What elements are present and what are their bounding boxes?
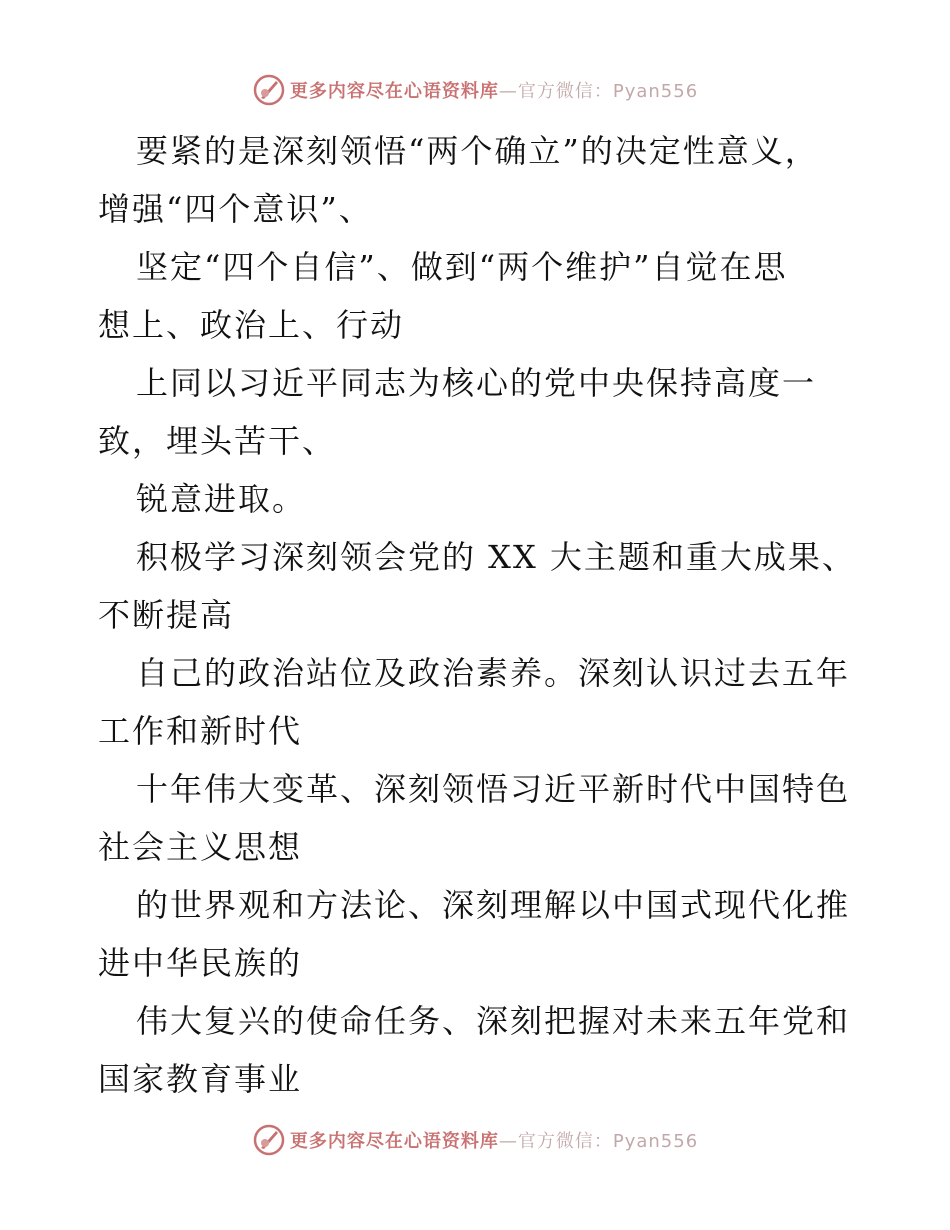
banner-text bbox=[290, 77, 698, 103]
line-text: 十年伟大变革、深刻领悟习近平新时代中国特色 bbox=[136, 770, 851, 808]
banner-title: 更多内容尽在心语资料库 bbox=[289, 1131, 499, 1152]
banner-text bbox=[290, 1127, 698, 1153]
line-text: 的世界观和方法论、深刻理解以中国式现代化推 bbox=[136, 886, 851, 924]
header-banner bbox=[0, 70, 950, 110]
line-text: 进中华民族的 bbox=[98, 944, 303, 982]
line-text: 致，埋头苦干、 bbox=[98, 422, 337, 460]
paragraph bbox=[98, 354, 858, 470]
footer-banner bbox=[0, 1120, 950, 1160]
paragraph bbox=[98, 992, 858, 1108]
line-text: 坚定“四个自信”、做到“两个维护”自觉在思 bbox=[136, 248, 788, 286]
line-text: 想上、政治上、行动 bbox=[98, 306, 405, 344]
line-text: 工作和新时代 bbox=[98, 712, 303, 750]
quill-seal-icon bbox=[252, 1123, 286, 1157]
line-text: 伟大复兴的使命任务、深刻把握对未来五年党和 bbox=[136, 1002, 851, 1040]
quill-seal-icon bbox=[252, 73, 286, 107]
line-text: 增强“四个意识”、 bbox=[98, 190, 373, 228]
banner-wechat: 官方微信：Pyan556 bbox=[517, 81, 699, 102]
paragraph bbox=[98, 528, 858, 644]
document-body bbox=[98, 122, 858, 1108]
paragraph bbox=[98, 470, 858, 528]
paragraph bbox=[98, 876, 858, 992]
banner-separator: — bbox=[498, 81, 518, 102]
paragraph bbox=[98, 122, 858, 238]
banner-title: 更多内容尽在心语资料库 bbox=[289, 81, 499, 102]
line-text: 上同以习近平同志为核心的党中央保持高度一 bbox=[136, 364, 817, 402]
line-text: 积极学习深刻领会党的 XX 大主题和重大成果、 bbox=[136, 538, 856, 576]
paragraph bbox=[98, 238, 858, 354]
line-text: 国家教育事业 bbox=[98, 1060, 303, 1098]
line-text: 要紧的是深刻领悟“两个确立”的决定性意义， bbox=[136, 132, 819, 170]
paragraph bbox=[98, 760, 858, 876]
line-text: 不断提高 bbox=[98, 596, 235, 634]
banner-wechat: 官方微信：Pyan556 bbox=[517, 1131, 699, 1152]
paragraph bbox=[98, 644, 858, 760]
line-text: 自己的政治站位及政治素养。深刻认识过去五年 bbox=[136, 654, 851, 692]
banner-separator: — bbox=[498, 1131, 518, 1152]
line-text: 锐意进取。 bbox=[136, 480, 307, 518]
line-text: 社会主义思想 bbox=[98, 828, 303, 866]
